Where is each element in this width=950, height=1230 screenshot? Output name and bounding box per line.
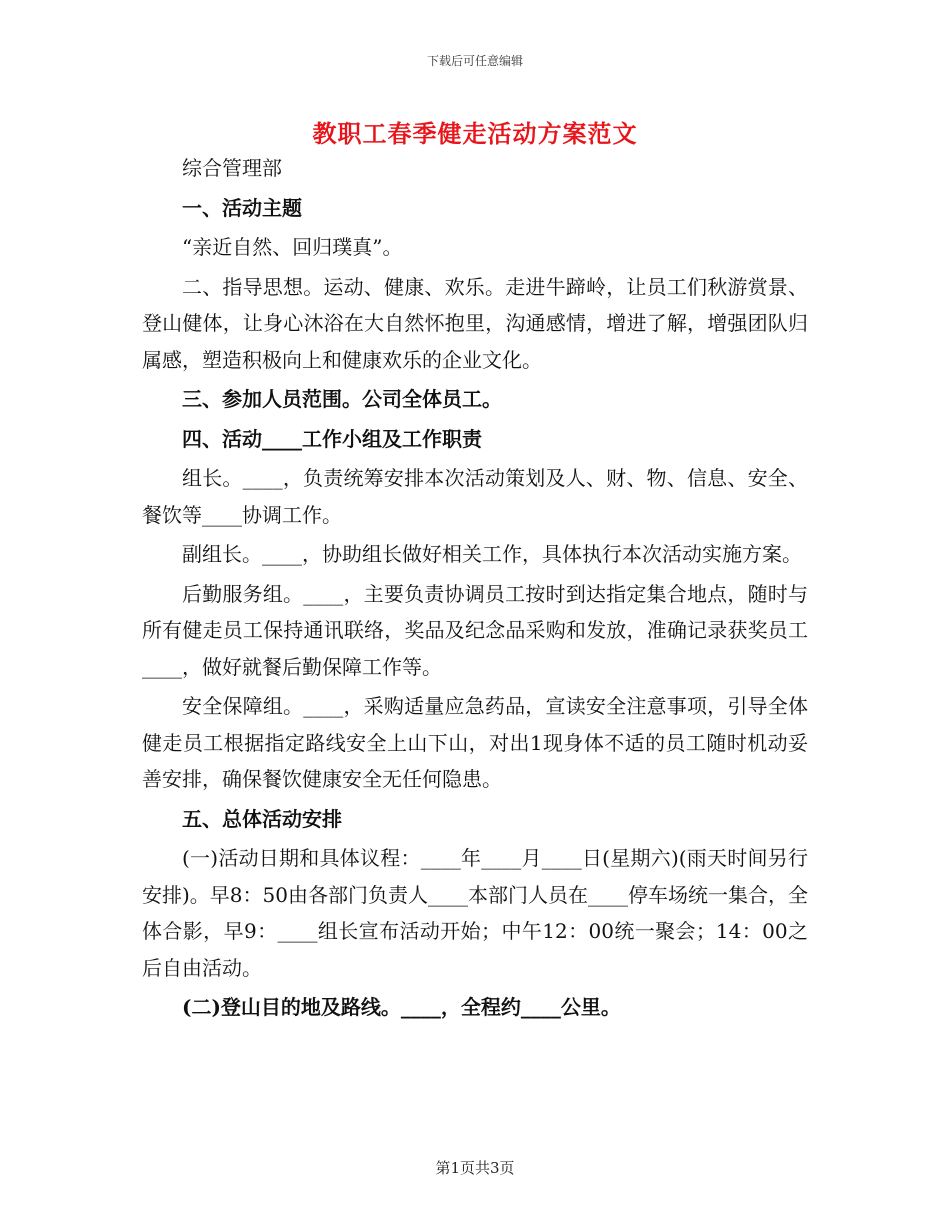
paragraph-schedule-details: (一)活动日期和具体议程：____年____月____日(星期六)(雨天时间另行安排)。早8：50由各部门负责人____本部门人员在____停车场统一集合，全体合影，早9：____组长宣布活动开始；中午12：00统一聚会；14：00之后自由活动。 — [142, 846, 808, 980]
section-heading-schedule: 五、总体活动安排 — [182, 806, 342, 831]
page-footer: 第1页共3页 — [435, 1159, 515, 1177]
section-heading-participants: 三、参加人员范围。公司全体员工。 — [182, 387, 502, 411]
department-line: 综合管理部 — [182, 156, 282, 180]
page-header: 下载后可任意编辑 — [426, 54, 523, 68]
paragraph-theme-slogan: “亲近自然、回归璞真”。 — [182, 235, 403, 259]
section-heading-working-group: 四、活动____工作小组及工作职责 — [182, 426, 482, 451]
paragraph-guiding-thought: 二、指导思想。运动、健康、欢乐。走进牛蹄岭，让员工们秋游赏景、登山健体，让身心沐浴在大自然怀抱里，沟通感情，增进了解，增强团队归属感，塑造积极向上和健康欢乐的企业文化。 — [142, 274, 808, 372]
paragraph-destination-route: (二)登山目的地及路线。____，全程约____公里。 — [182, 995, 621, 1019]
document-body — [142, 150, 808, 1026]
paragraph-deputy-leader: 副组长。____，协助组长做好相关工作，具体执行本次活动实施方案。 — [182, 542, 802, 566]
section-heading-theme: 一、活动主题 — [182, 195, 302, 220]
paragraph-logistics-group: 后勤服务组。____，主要负责协调员工按时到达指定集合地点，随时与所有健走员工保持通讯联络，奖品及纪念品采购和发放，准确记录获奖员工____，做好就餐后勤保障工作等。 — [142, 581, 808, 679]
document-title: 教职工春季健走活动方案范文 — [312, 119, 638, 148]
paragraph-group-leader: 组长。____，负责统筹安排本次活动策划及人、财、物、信息、安全、餐饮等____协调工作。 — [142, 466, 808, 527]
paragraph-safety-group: 安全保障组。____，采购适量应急药品，宣读安全注意事项，引导全体健走员工根据指定路线安全上山下山，对出1现身体不适的员工随时机动妥善安排，确保餐饮健康安全无任何隐患。 — [142, 694, 808, 791]
